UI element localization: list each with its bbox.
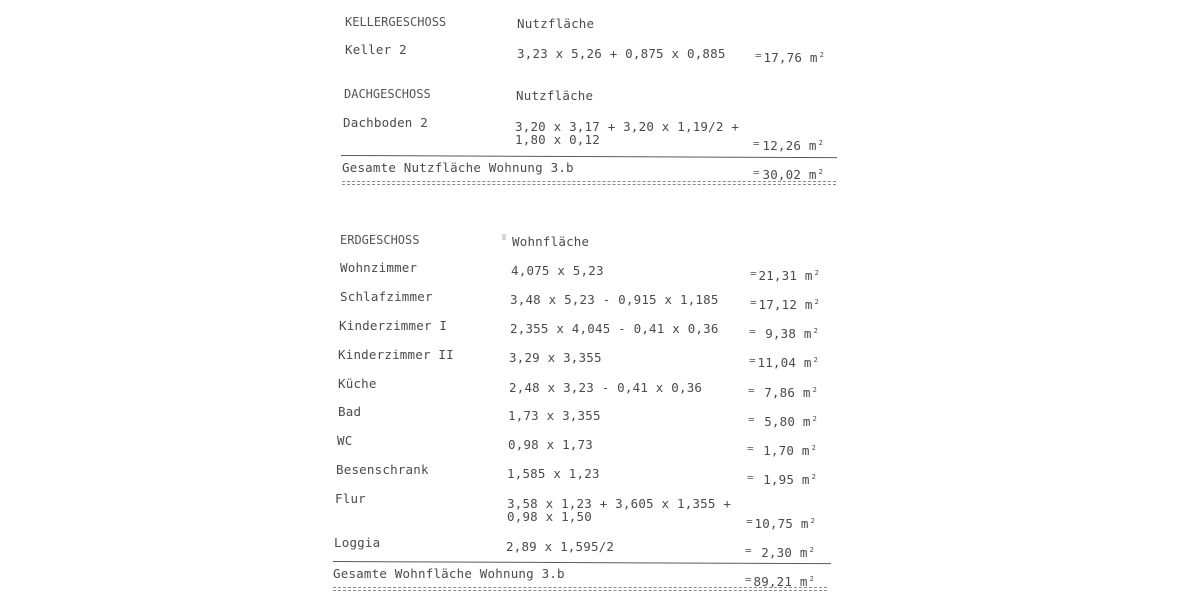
area-value: 5,80 m $^2$ xyxy=(764,414,817,429)
dach-heading: DACHGESCHOSS xyxy=(344,87,431,101)
equals-sign: = xyxy=(750,267,757,280)
room-label: Loggia xyxy=(334,535,381,550)
area-formula: 3,48 x 5,23 - 0,915 x 1,185 xyxy=(510,292,719,307)
area-formula: 2,48 x 3,23 - 0,41 x 0,36 xyxy=(509,380,703,395)
area-formula: 3,29 x 3,355 xyxy=(509,350,602,365)
area-value: 12,26 m $^2$ xyxy=(762,138,823,153)
area-formula: 4,075 x 5,23 xyxy=(511,263,604,278)
area-value: 11,04 m $^2$ xyxy=(757,355,818,370)
area-formula: 2,355 x 4,045 - 0,41 x 0,36 xyxy=(510,321,719,336)
equals-sign: = xyxy=(749,325,756,338)
equals-sign: = xyxy=(748,384,755,397)
wohn-total-value: 89,21 m $^2$ xyxy=(753,574,814,589)
area-formula: 0,98 x 1,73 xyxy=(508,437,593,452)
equals-sign: = xyxy=(745,544,752,557)
equals-sign: = xyxy=(748,413,755,426)
area-formula-line1: 3,20 x 3,17 + 3,20 x 1,19/2 + xyxy=(515,119,740,134)
room-label: Wohnzimmer xyxy=(340,260,418,275)
erd-heading: ERDGESCHOSS xyxy=(340,233,420,247)
room-label: Küche xyxy=(338,376,377,391)
room-label: Kinderzimmer II xyxy=(338,347,454,362)
equals-sign: = xyxy=(745,573,752,586)
room-label: Besenschrank xyxy=(336,462,429,477)
double-underline xyxy=(333,587,827,592)
wohn-total-label: Gesamte Wohnfläche Wohnung 3.b xyxy=(333,566,565,581)
area-formula: 3,23 x 5,26 + 0,875 x 0,885 xyxy=(517,46,726,61)
area-formula: 1,585 x 1,23 xyxy=(507,466,600,481)
area-formula-line1: 3,58 x 1,23 + 3,605 x 1,355 + xyxy=(507,496,732,511)
room-label: Flur xyxy=(335,491,366,506)
room-label: Keller 2 xyxy=(345,42,407,57)
nutz-total-label: Gesamte Nutzfläche Wohnung 3.b xyxy=(342,160,574,175)
equals-sign: = xyxy=(747,471,754,484)
room-label: Dachboden 2 xyxy=(343,115,428,130)
area-value: 21,31 m $^2$ xyxy=(758,268,819,283)
equals-sign: = xyxy=(753,166,760,179)
room-label: Schlafzimmer xyxy=(340,289,433,304)
double-underline xyxy=(342,181,836,186)
area-value: 2,30 m $^2$ xyxy=(761,545,814,560)
room-label: WC xyxy=(337,433,353,448)
equals-sign: = xyxy=(749,354,756,367)
area-formula: 1,73 x 3,355 xyxy=(508,408,601,423)
equals-sign: = xyxy=(747,442,754,455)
area-formula: 2,89 x 1,595/2 xyxy=(506,539,615,554)
area-value: 17,76 m $^2$ xyxy=(763,50,824,65)
equals-sign: = xyxy=(753,137,760,150)
equals-sign: = xyxy=(750,296,757,309)
room-label: Bad xyxy=(338,404,362,419)
area-value: 17,12 m $^2$ xyxy=(758,297,819,312)
keller-column-label: Nutzfläche xyxy=(517,16,595,31)
subtotal-rule xyxy=(333,561,831,564)
dach-column-label: Nutzfläche xyxy=(516,88,594,103)
subtotal-rule xyxy=(341,155,837,158)
keller-heading: KELLERGESCHOSS xyxy=(345,15,447,29)
area-value: 7,86 m $^2$ xyxy=(764,385,817,400)
erd-column-label: Wohnfläche xyxy=(512,234,590,249)
area-formula-line2: 1,80 x 0,12 xyxy=(515,132,600,147)
area-value: 10,75 m $^2$ xyxy=(754,516,815,531)
nutz-total-value: 30,02 m $^2$ xyxy=(762,167,823,182)
equals-sign: = xyxy=(755,49,762,62)
area-formula-line2: 0,98 x 1,50 xyxy=(507,509,592,524)
area-value: 1,70 m $^2$ xyxy=(763,443,816,458)
area-value: 9,38 m $^2$ xyxy=(765,326,818,341)
equals-sign: = xyxy=(746,515,753,528)
room-label: Kinderzimmer I xyxy=(339,318,448,333)
scan-speck xyxy=(502,234,506,240)
area-value: 1,95 m $^2$ xyxy=(763,472,816,487)
